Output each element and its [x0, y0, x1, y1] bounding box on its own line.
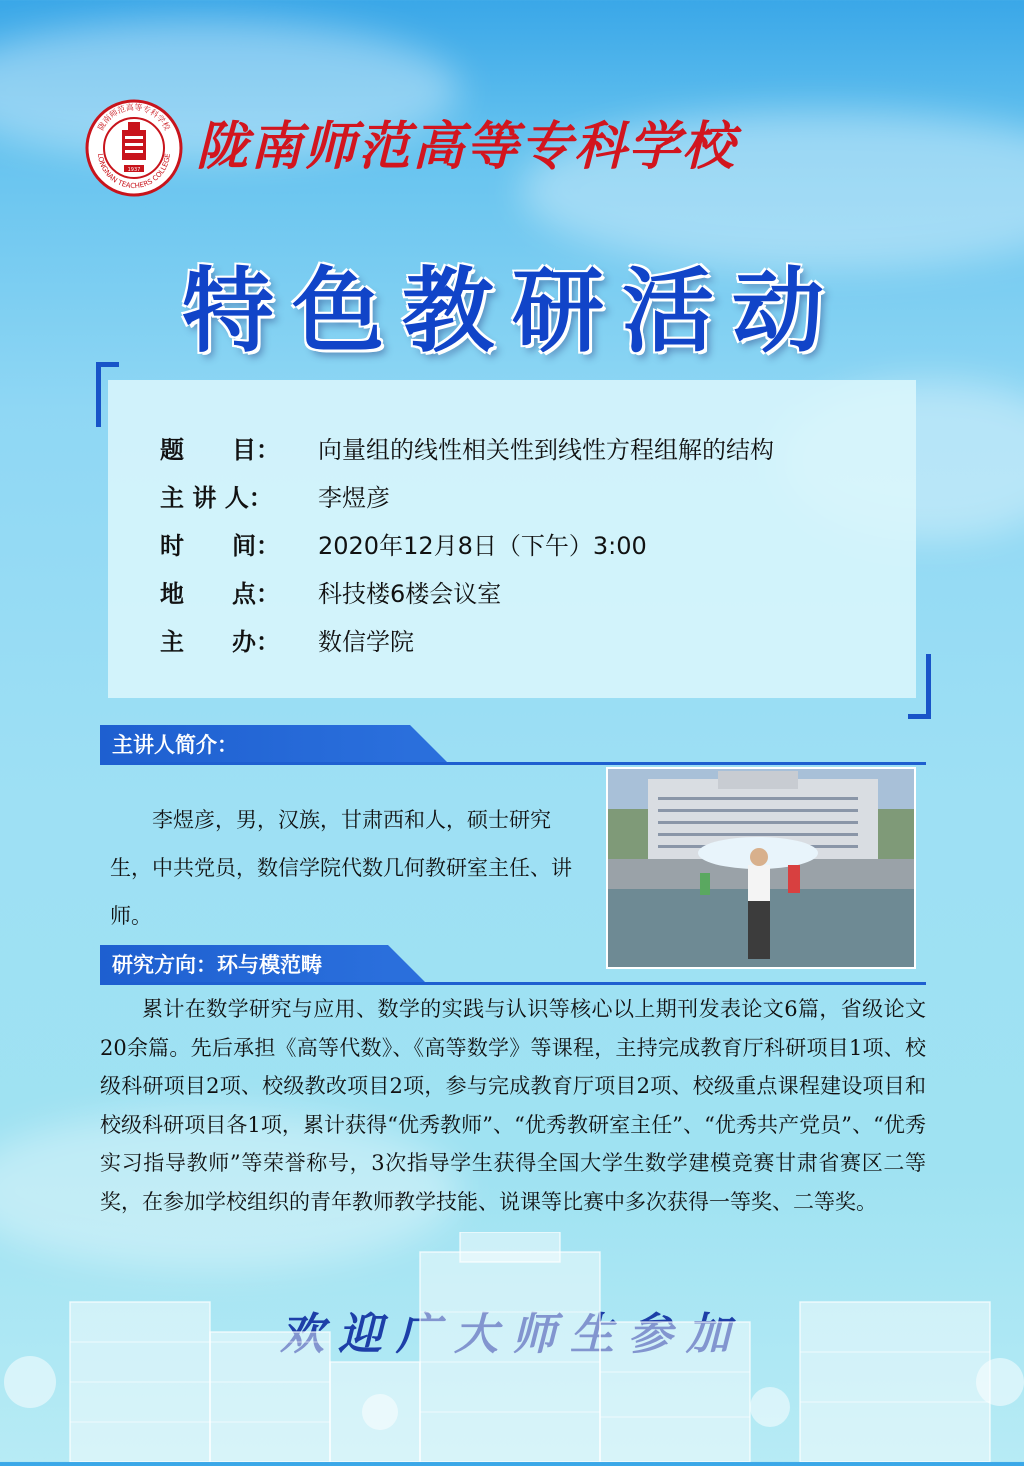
campus-buildings-illustration	[0, 1232, 1024, 1462]
info-label: 题 目：	[160, 436, 280, 464]
info-value: 科技楼6楼会议室	[318, 580, 502, 608]
section-divider	[100, 982, 926, 985]
info-value: 2020年12月8日（下午）3:00	[318, 532, 647, 560]
speaker-photo	[606, 767, 916, 969]
page-title: 特色教研活动	[181, 258, 842, 365]
logo-english: LONGNAN TEACHERS COLLEGE	[96, 153, 173, 191]
school-logo	[84, 98, 184, 198]
info-label: 主 办：	[160, 628, 280, 656]
bracket-bottom-right	[908, 654, 931, 719]
info-value: 李煜彦	[318, 484, 390, 512]
info-label: 主 讲 人：	[160, 484, 273, 512]
info-value: 数信学院	[318, 628, 414, 656]
school-name: 陇南师范高等专科学校	[196, 116, 737, 177]
speaker-section-heading	[100, 725, 410, 765]
research-text: 累计在数学研究与应用、数学的实践与认识等核心以上期刊发表论文6篇，省级论文20余篇。先后承担《高等代数》、《高等数学》等课程，主持完成教育厅科研项目1项、校级科研项目2项、校级教改项目2项，参与完成教育厅项目2项、校级重点课程建设项目和校级科研项目各1项，累计获得“优秀教师”、“优秀教研室主任”、“优秀共产党员”、“优秀实习指导教师”等荣誉称号，3次指导学生获得全国大学生数学建模竞赛甘肃省赛区二等奖，在参加学校组织的青年教师教学技能、说课等比赛中多次获得一等奖、二等奖。	[100, 997, 926, 1214]
research-heading-text: 研究方向：环与模范畴	[112, 953, 322, 977]
info-label: 地 点：	[160, 580, 280, 608]
heading-tail	[388, 945, 428, 985]
logo-year: 1937	[127, 167, 141, 173]
logo-chinese-ring: 陇南师范高等专科学校	[96, 102, 172, 132]
heading-tail	[410, 725, 450, 765]
speaker-heading-text: 主讲人简介：	[112, 733, 238, 757]
speaker-bio: 李煜彦，男，汉族，甘肃西和人，硕士研究生，中共党员，数信学院代数几何教研室主任、讲师。	[110, 808, 572, 928]
info-label: 时 间：	[160, 532, 280, 560]
research-section-heading	[100, 945, 388, 985]
section-divider	[100, 762, 926, 765]
bracket-top-left	[96, 362, 119, 427]
info-value: 向量组的线性相关性到线性方程组解的结构	[318, 436, 774, 464]
